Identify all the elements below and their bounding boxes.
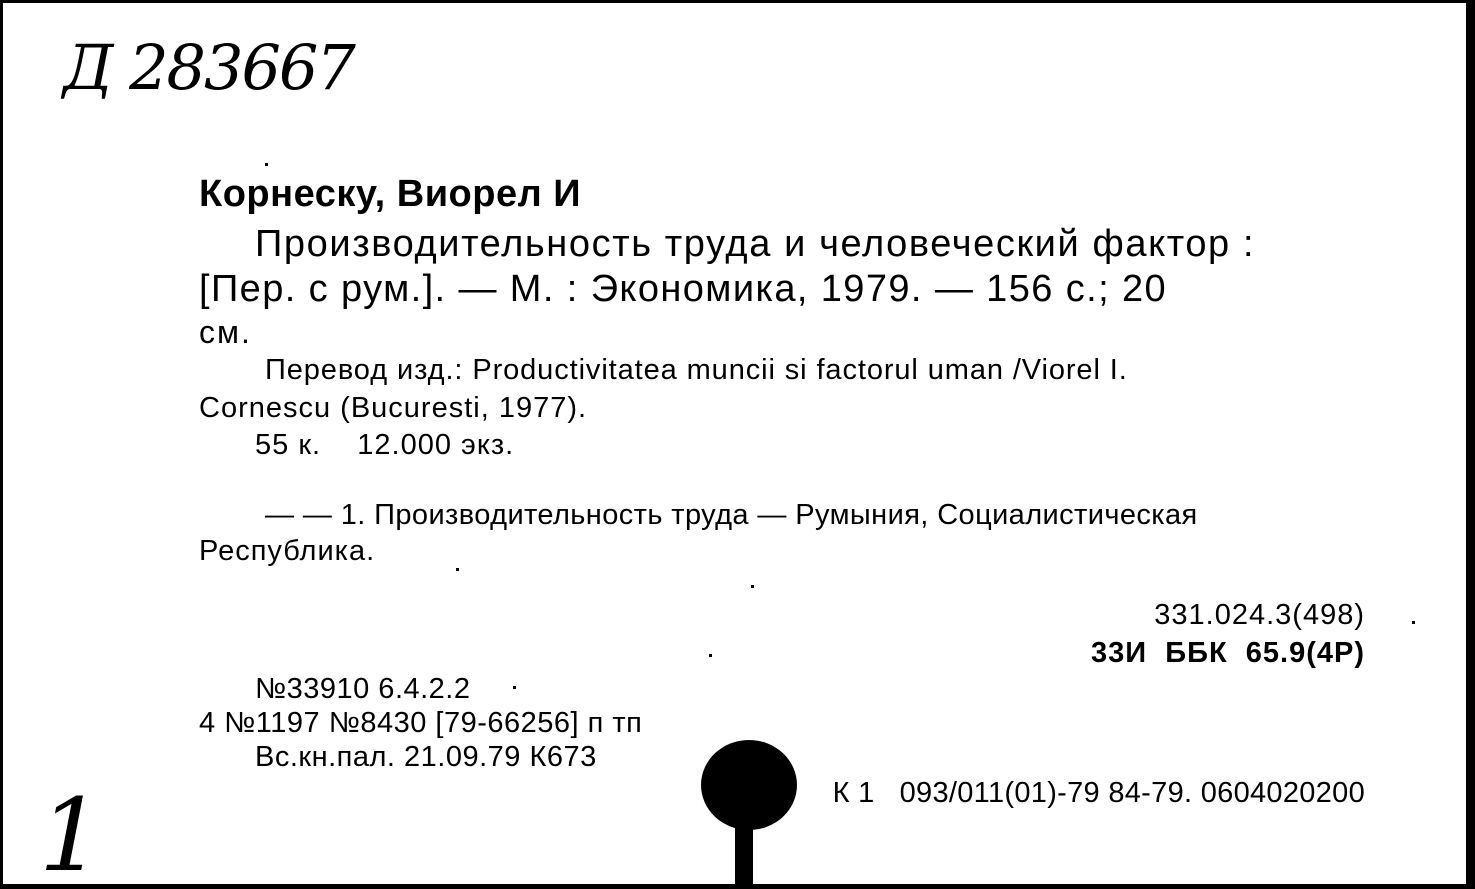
bbk-classification: 33И ББК 65.9(4Р) [1091,637,1365,669]
note-line-1: Перевод изд.: Productivitatea muncii si factorul uman /Viorel I. [265,354,1128,386]
tech-line-2: 4 №1197 №8430 [79-66256] п тп [199,707,643,739]
handwritten-call-number: Д 283667 [63,31,354,104]
handwritten-sheet-number: 1 [39,777,103,889]
tech-line-4: К 1 093/011(01)-79 84-79. 0604020200 [832,777,1365,809]
tech-line-1: №33910 6.4.2.2 [255,673,471,705]
udc-classification: 331.024.3(498) [1154,599,1365,631]
note-line-2: Cornescu (Bucuresti, 1977). [199,392,588,424]
dust-speck [456,568,459,571]
title-line-2: [Пер. с рум.]. — М. : Экономика, 1979. — 156 с.; 20 [199,268,1168,310]
subject-line-2: Республика. [199,535,376,567]
dust-speck [513,686,516,689]
dust-speck [265,163,268,166]
title-line-1: Производительность труда и человеческий фактор : [255,223,1256,265]
dust-speck [709,654,712,657]
dust-speck [751,585,754,588]
subject-line-1: — — 1. Производительность труда — Румыния, Социалистическая [265,499,1198,531]
dust-speck [1412,621,1415,624]
price-and-copies: 55 к. 12.000 экз. [255,429,515,461]
tech-line-3: Вс.кн.пал. 21.09.79 К673 [255,741,597,773]
ink-blot-stem [735,813,753,889]
author-heading: Корнеску, Виорел И [199,173,582,215]
title-line-3: см. [199,314,252,350]
